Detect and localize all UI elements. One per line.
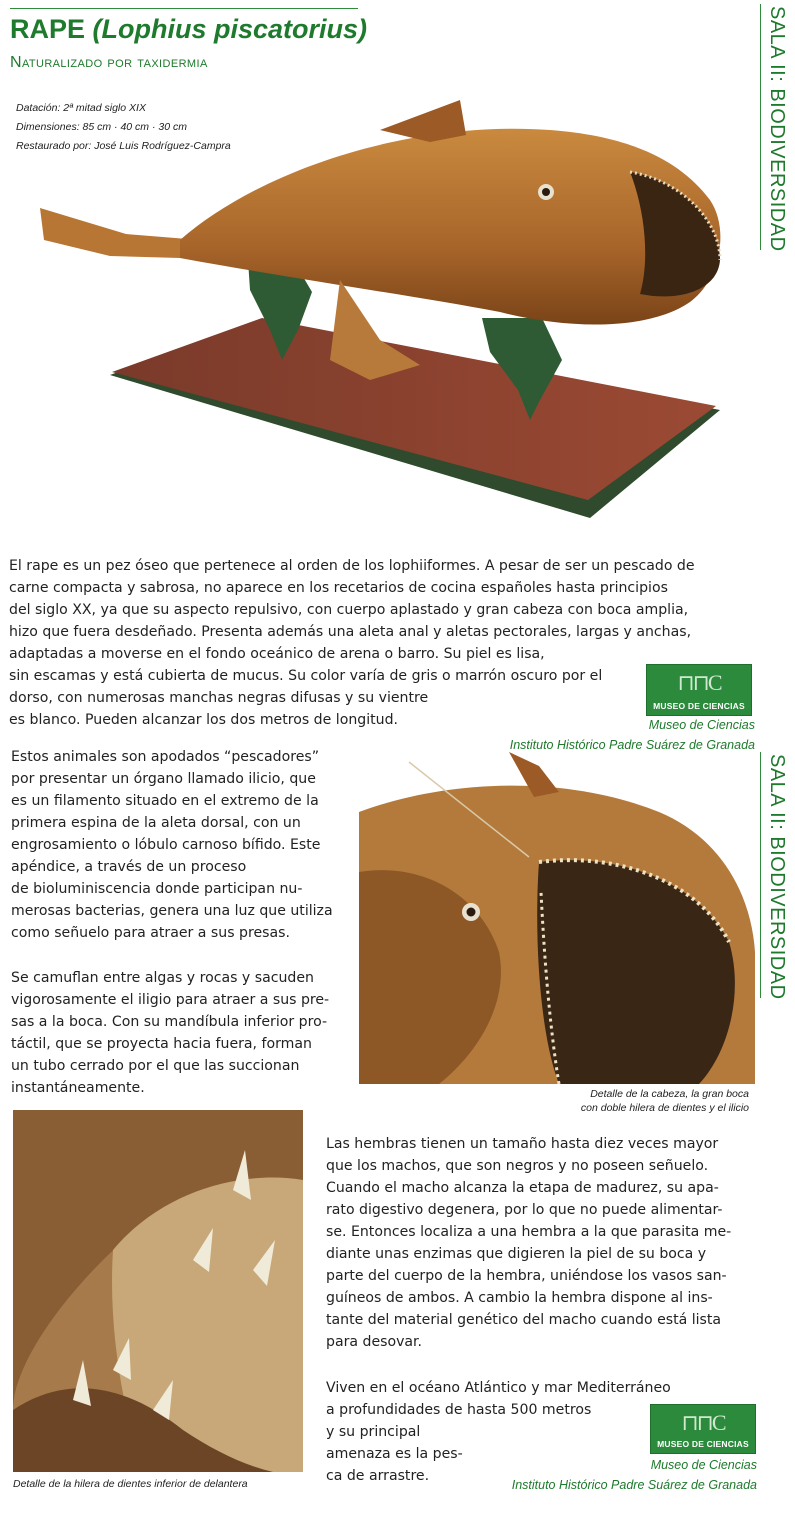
intro-line: del siglo XX, ya que su aspecto repulsivo, con cuerpo aplastado y gran cabeza con boca amplia, bbox=[9, 602, 689, 618]
camouflage-line: táctil, que se proyecta hacia fuera, forman bbox=[11, 1036, 312, 1052]
specimen-dating: Datación: 2ª mitad siglo XIX bbox=[16, 102, 146, 114]
page-subtitle: Naturalizado por taxidermia bbox=[10, 54, 208, 71]
intro-line: es blanco. Pueden alcanzar los dos metros de longitud. bbox=[9, 712, 398, 728]
museum-logo-icon bbox=[646, 664, 752, 716]
museum-logo-icon bbox=[650, 1404, 756, 1454]
camouflage-line: sas a la boca. Con su mandíbula inferior pro- bbox=[11, 1014, 328, 1030]
females-line: diante unas enzimas que digieren la piel de su boca y bbox=[326, 1246, 707, 1262]
page-title bbox=[10, 14, 367, 45]
females-line: Cuando el macho alcanza la etapa de madurez, su apa- bbox=[326, 1180, 719, 1196]
fishermen-line: apéndice, a través de un proceso bbox=[11, 859, 247, 875]
museum-name: Museo de Ciencias bbox=[650, 1458, 757, 1472]
females-line: que los machos, que son negros y no poseen señuelo. bbox=[326, 1158, 709, 1174]
specimen-dimensions: Dimensiones: 85 cm · 40 cm · 30 cm bbox=[16, 121, 187, 133]
habitat-line: Viven en el océano Atlántico y mar Mediterráneo bbox=[326, 1380, 671, 1396]
room-label-rule-top bbox=[760, 4, 761, 250]
fishermen-line: de bioluminiscencia donde participan nu- bbox=[11, 881, 303, 897]
fishermen-line: es un filamento situado en el extremo de la bbox=[11, 793, 319, 809]
specimen-photo bbox=[30, 80, 730, 520]
habitat-line: ca de arrastre. bbox=[326, 1468, 430, 1484]
title-latin-name: (Lophius piscatorius) bbox=[92, 14, 368, 44]
teeth-caption: Detalle de la hilera de dientes inferior de delantera bbox=[13, 1478, 248, 1490]
fishermen-line: engrosamiento o lóbulo carnoso bífido. Este bbox=[11, 837, 321, 853]
head-caption-line2: con doble hilera de dientes y el ilicio bbox=[580, 1102, 749, 1114]
fishermen-line: Estos animales son apodados “pescadores” bbox=[11, 749, 320, 765]
intro-line: adaptadas a moverse en el fondo oceánico de arena o barro. Su piel es lisa, bbox=[9, 646, 545, 662]
camouflage-line: vigorosamente el iligio para atraer a sus pre- bbox=[11, 992, 330, 1008]
fishermen-line: por presentar un órgano llamado ilicio, que bbox=[11, 771, 316, 787]
females-line: rato digestivo degenera, por lo que no puede alimentar- bbox=[326, 1202, 723, 1218]
habitat-line: a profundidades de hasta 500 metros bbox=[326, 1402, 592, 1418]
fishermen-line: primera espina de la aleta dorsal, con un bbox=[11, 815, 301, 831]
females-line: se. Entonces localiza a una hembra a la que parasita me- bbox=[326, 1224, 732, 1240]
habitat-line: amenaza es la pes- bbox=[326, 1446, 463, 1462]
museum-name: Museo de Ciencias bbox=[648, 718, 755, 732]
room-label-middle: SALA II: BIODIVERSIDAD bbox=[766, 754, 788, 1000]
habitat-line: y su principal bbox=[326, 1424, 421, 1440]
intro-line: carne compacta y sabrosa, no aparece en los recetarios de cocina españoles hasta principios bbox=[9, 580, 668, 596]
fishermen-line: como señuelo para atraer a sus presas. bbox=[11, 925, 290, 941]
females-line: guíneos de ambos. A cambio la hembra dispone al ins- bbox=[326, 1290, 713, 1306]
females-line: para desovar. bbox=[326, 1334, 423, 1350]
intro-line: El rape es un pez óseo que pertenece al orden de los lophiiformes. A pesar de ser un pescado de bbox=[9, 558, 695, 574]
museum-logo-mark: ⊓⊓C bbox=[681, 1410, 725, 1435]
females-line: Las hembras tienen un tamaño hasta diez veces mayor bbox=[326, 1136, 719, 1152]
teeth-detail-photo bbox=[13, 1110, 303, 1472]
room-label-rule-middle bbox=[760, 752, 761, 998]
head-detail-photo bbox=[359, 752, 757, 1084]
museum-institute: Instituto Histórico Padre Suárez de Granada bbox=[509, 738, 755, 752]
header-rule bbox=[10, 8, 358, 9]
specimen-restorer: Restaurado por: José Luis Rodríguez-Campra bbox=[16, 140, 231, 152]
intro-line: hizo que fuera desdeñado. Presenta además una aleta anal y aletas pectorales, largas y anchas, bbox=[9, 624, 692, 640]
museum-logo-text: MUSEO DE CIENCIAS bbox=[653, 701, 745, 711]
intro-line: sin escamas y está cubierta de mucus. Su color varía de gris o marrón oscuro por el bbox=[9, 668, 603, 684]
camouflage-line: instantáneamente. bbox=[11, 1080, 145, 1096]
females-line: tante del material genético del macho cuando está lista bbox=[326, 1312, 722, 1328]
room-label-top: SALA II: BIODIVERSIDAD bbox=[766, 6, 788, 252]
fishermen-line: merosas bacterias, genera una luz que utiliza bbox=[11, 903, 333, 919]
museum-institute: Instituto Histórico Padre Suárez de Granada bbox=[511, 1478, 757, 1492]
title-common-name: RAPE bbox=[10, 14, 93, 44]
head-caption-line1: Detalle de la cabeza, la gran boca bbox=[590, 1088, 749, 1100]
camouflage-line: un tubo cerrado por el que las succionan bbox=[11, 1058, 300, 1074]
museum-logo-text: MUSEO DE CIENCIAS bbox=[657, 1439, 749, 1449]
camouflage-line: Se camuflan entre algas y rocas y sacuden bbox=[11, 970, 314, 986]
females-line: parte del cuerpo de la hembra, uniéndose los vasos san- bbox=[326, 1268, 727, 1284]
intro-line: dorso, con numerosas manchas negras difusas y su vientre bbox=[9, 690, 429, 706]
museum-logo-mark: ⊓⊓C bbox=[677, 670, 721, 695]
